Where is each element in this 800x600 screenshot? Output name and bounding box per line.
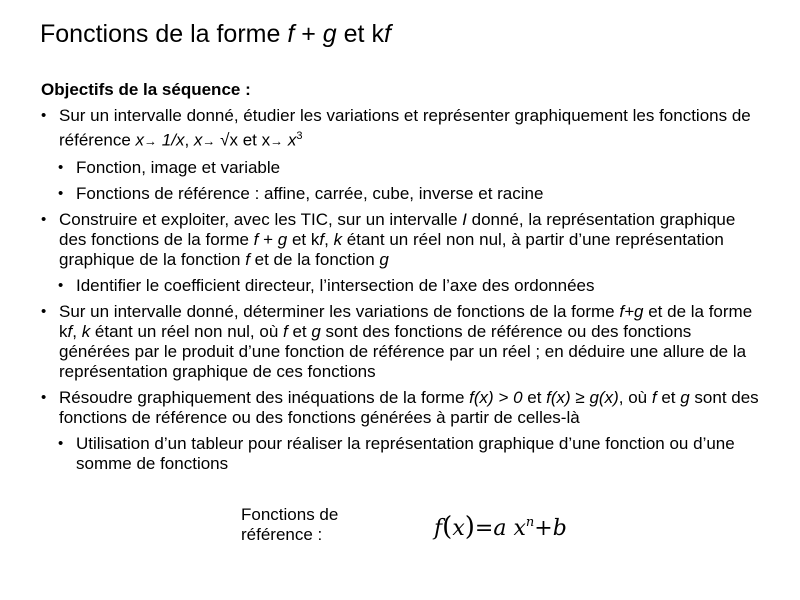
bullet-icon: • <box>41 302 47 320</box>
list-item: • Construire et exploiter, avec les TIC, sur un intervalle I donné, la représentation graphique des fonctions de la forme f + g et kf, k étant un réel non nul, à partir d’une représentation graphique de la fonction f et de la fonction g <box>41 209 736 269</box>
bullet-icon: • <box>41 388 47 406</box>
reference-formula: f(x)=a $x^n+b$ <box>434 512 567 542</box>
list-item: • Identifier le coefficient directeur, l’intersection de l’axe des ordonnées <box>58 275 595 295</box>
list-item: • Utilisation d’un tableur pour réaliser la représentation graphique d’une fonction ou d’une somme de fonctions <box>58 433 735 473</box>
bullet-icon: • <box>58 276 64 294</box>
list-item: • Sur un intervalle donné, étudier les variations et représenter graphiquement les fonctions de référence x→ 1/x, x→ √x et $x\to x^3$ <box>41 106 751 150</box>
objectives-heading: Objectifs de la séquence : <box>41 80 251 99</box>
list-item: • Sur un intervalle donné, déterminer les variations de fonctions de la forme f+g et de la forme kf, k étant un réel non nul, où f et g sont des fonctions de référence ou des fonctions générées par le produit d’une fonction de référence par un réel ; en déduire une allure de la représentation graphique de ces fonctions <box>41 301 753 381</box>
bullet-icon: • <box>58 158 64 176</box>
slide-title: Fonctions de la forme f + g et kf <box>40 20 391 48</box>
bullet-icon: • <box>41 107 47 124</box>
bullet-icon: • <box>58 434 64 452</box>
bullet-icon: • <box>58 184 64 202</box>
list-item: • Fonction, image et variable <box>58 157 281 177</box>
list-item: • Fonctions de référence : affine, carrée, cube, inverse et racine <box>58 183 544 203</box>
bullet-icon: • <box>41 210 47 228</box>
list-item: • Résoudre graphiquement des inéquations de la forme f(x) > 0 et f(x) ≥ g(x), où f et g sont des fonctions de référence ou des fonctions générées à partir de celles-là <box>41 387 759 427</box>
reference-label: Fonctions de référence : <box>241 505 339 544</box>
objectives-list <box>40 106 760 480</box>
